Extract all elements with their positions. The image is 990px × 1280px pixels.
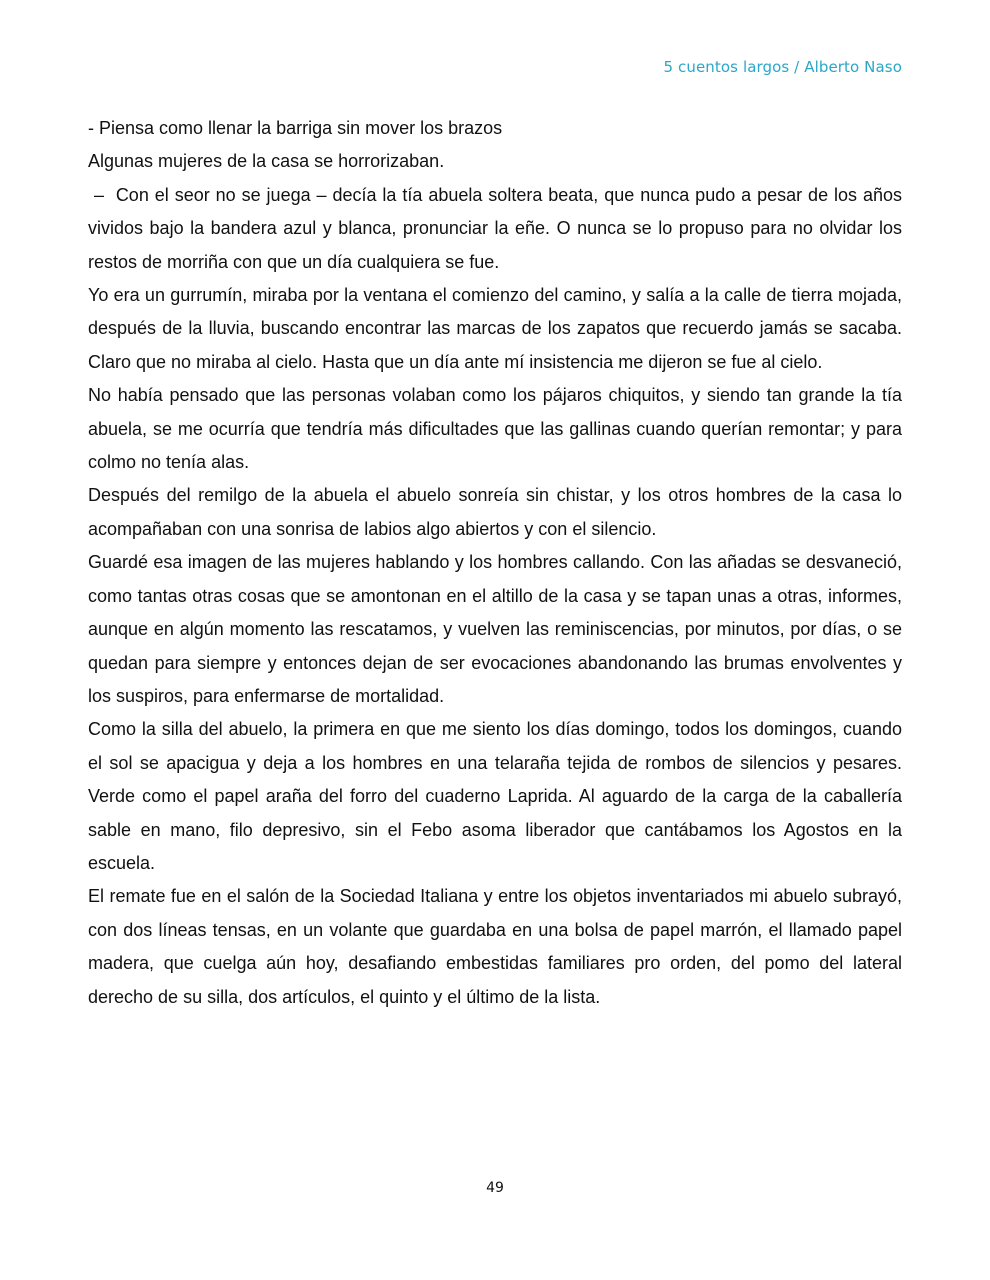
paragraph: Como la silla del abuelo, la primera en que me siento los días domingo, todos los domingos, cuando el sol se apacigua y deja a los hombres en una telaraña tejida de rombos de silencios y pesares. Verde como el papel araña del forro del cuaderno Laprida. Al aguardo de la carga de la caballería sable en mano, filo depresivo, sin el Febo asoma liberador que cantábamos los Agostos en la escuela. bbox=[88, 719, 902, 873]
paragraph: El remate fue en el salón de la Sociedad Italiana y entre los objetos inventariados mi abuelo subrayó, con dos líneas tensas, en un volante que guardaba en una bolsa de papel marrón, el llamado papel madera, que cuelga aún hoy, desafiando embestidas familiares pro orden, del pomo del lateral derecho de su silla, dos artículos, el quinto y el último de la lista. bbox=[88, 886, 902, 1007]
page-number: 49 bbox=[486, 1180, 504, 1196]
running-header: 5 cuentos largos / Alberto Naso bbox=[663, 58, 902, 76]
paragraph: Guardé esa imagen de las mujeres hablando y los hombres callando. Con las añadas se desvaneció, como tantas otras cosas que se amontonan en el altillo de la casa y se tapan unas a otras, informes, aunque en algún momento las rescatamos, y vuelven las reminiscencias, por minutos, por días, o se quedan para siempre y entonces dejan de ser evocaciones abandonando las brumas envolventes y los suspiros, para enfermarse de mortalidad. bbox=[88, 552, 902, 706]
paragraph: No había pensado que las personas volaban como los pájaros chiquitos, y siendo tan grande la tía abuela, se me ocurría que tendría más dificultades que las gallinas cuando querían remontar; y para colmo no tenía alas. bbox=[88, 385, 902, 473]
paragraph: Yo era un gurrumín, miraba por la ventana el comienzo del camino, y salía a la calle de tierra mojada, después de la lluvia, buscando encontrar las marcas de los zapatos que recuerdo jamás se sacaba. Claro que no miraba al cielo. Hasta que un día ante mí insistencia me dijeron se fue al cielo. bbox=[88, 285, 902, 372]
paragraph: Algunas mujeres de la casa se horrorizaban. bbox=[88, 151, 445, 172]
body-text bbox=[88, 112, 908, 1014]
paragraph: – Con el seor no se juega – decía la tía abuela soltera beata, que nunca pudo a pesar de los años vividos bajo la bandera azul y blanca, pronunciar la eñe. O nunca se lo propuso para no olvidar los restos de morriña con que un día cualquiera se fue. bbox=[88, 184, 908, 272]
paragraph: Después del remilgo de la abuela el abuelo sonreía sin chistar, y los otros hombres de la casa lo acompañaban con una sonrisa de labios algo abiertos y con el silencio. bbox=[88, 485, 902, 539]
paragraph: - Piensa como llenar la barriga sin mover los brazos bbox=[88, 118, 503, 138]
